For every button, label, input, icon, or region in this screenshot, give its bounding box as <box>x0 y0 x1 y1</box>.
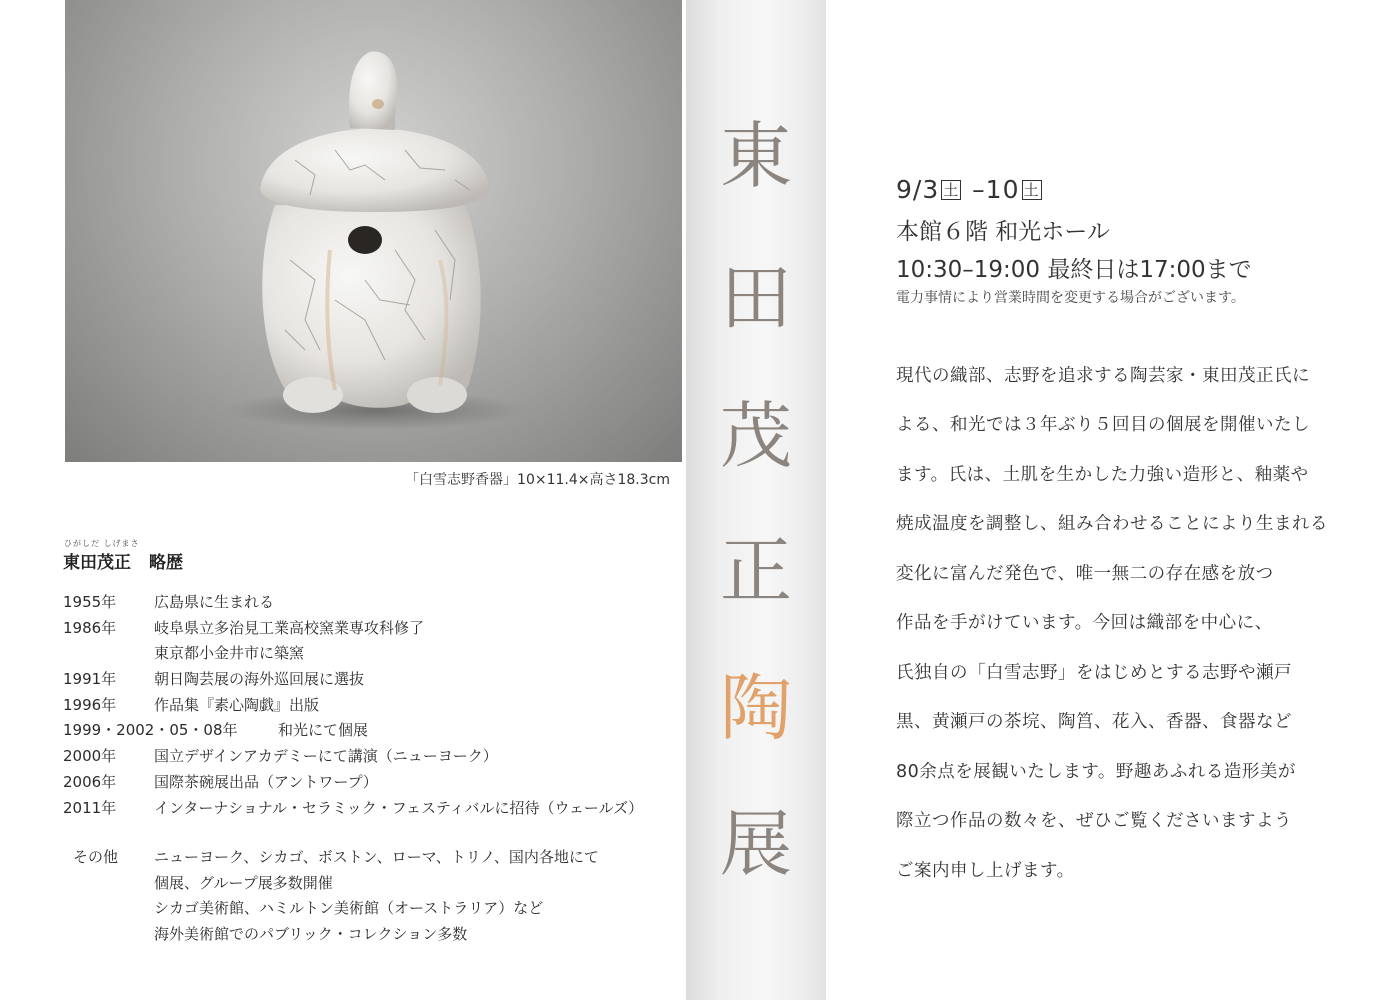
bio-entry <box>63 796 663 822</box>
event-note: 電力事情により営業時間を変更する場合がございます。 <box>896 290 1245 306</box>
event-hours: 10:30–19:00 最終日は17:00まで <box>896 257 1252 283</box>
title-char: 東 <box>719 114 792 198</box>
bio-event: 和光にて個展 <box>278 721 369 740</box>
incense-burner-image <box>65 0 682 462</box>
bio-entry <box>63 770 663 796</box>
photo-caption: 「白雪志野香器」10×11.4×高さ18.3cm <box>405 472 670 488</box>
bio-entry <box>63 718 663 744</box>
description-line: 80余点を展観いたします。野趣あふれる造形美が <box>896 762 1296 782</box>
bio-year: 1991年 <box>63 670 117 689</box>
bio-event: 広島県に生まれる <box>154 593 275 611</box>
bio-event: 岐阜県立多治見工業高校窯業専攻科修了 <box>154 618 425 637</box>
other-line: 海外美術館でのパブリック・コレクション多数 <box>154 925 468 944</box>
bio-year: 2000年 <box>63 747 117 766</box>
description-line: 作品を手がけています。今回は織部を中心に、 <box>896 613 1273 633</box>
bio-event: 東京都小金井市に築窯 <box>154 644 305 663</box>
description-line: 黒、黄瀬戸の茶垸、陶筥、花入、香器、食器など <box>896 712 1292 732</box>
bio-list <box>63 590 663 821</box>
event-venue: 本館６階 和光ホール <box>896 219 1110 245</box>
weekday-box: 土 <box>943 181 960 199</box>
description-line: 焼成温度を調整し、組み合わせることにより生まれる <box>896 514 1328 534</box>
date-end: –10 <box>963 175 1020 204</box>
other-line: 個展、グループ展多数開催 <box>154 873 333 892</box>
bio-event: インターナショナル・セラミック・フェスティバルに招待（ウェールズ） <box>154 798 644 817</box>
title-char-accent: 陶 <box>719 666 792 750</box>
bio-event: 国立デザインアカデミーにて講演（ニューヨーク） <box>154 747 498 766</box>
bio-year: 1999・2002・05・08年 <box>63 721 238 740</box>
description-line: よる、和光では３年ぶり５回目の個展を開催いたし <box>896 415 1310 435</box>
bio-entry <box>63 744 663 770</box>
description-line: 現代の織部、志野を追求する陶芸家・東田茂正氏に <box>896 366 1310 386</box>
description-line: 際立つ作品の数々を、ぜひご覧くださいますよう <box>896 811 1292 831</box>
artwork-photo <box>65 0 682 462</box>
bio-heading <box>63 548 183 573</box>
date-start: 9/3 <box>896 175 940 204</box>
other-line: シカゴ美術館、ハミルトン美術館（オーストラリア）など <box>154 899 544 918</box>
bio-entry <box>63 590 663 616</box>
bio-entry <box>63 641 663 667</box>
bio-entry <box>63 693 663 719</box>
bio-label: 略歴 <box>149 553 183 573</box>
bio-year: 1996年 <box>63 695 117 714</box>
name-ruby: ひがしだ しげまさ <box>64 539 140 548</box>
bio-year: 2011年 <box>63 798 117 817</box>
description-line: 氏独自の「白雪志野」をはじめとする志野や瀬戸 <box>896 663 1292 683</box>
description-line: ます。氏は、土肌を生かした力強い造形と、釉薬や <box>896 465 1309 485</box>
bio-entry <box>63 616 663 642</box>
title-char: 展 <box>719 802 792 886</box>
other-line: ニューヨーク、シカゴ、ボストン、ローマ、トリノ、国内各地にて <box>154 848 599 866</box>
event-dates <box>896 175 1044 204</box>
bio-year: 1955年 <box>63 593 117 611</box>
bio-entry <box>63 667 663 693</box>
description-line: ご案内申し上げます。 <box>896 861 1075 881</box>
title-char: 田 <box>719 256 792 340</box>
bio-year: 2006年 <box>63 772 117 791</box>
artist-name: 東田茂正 <box>63 553 131 573</box>
title-char: 正 <box>719 529 792 613</box>
description-line: 変化に富んだ発色で、唯一無二の存在感を放つ <box>896 564 1274 584</box>
bio-event: 朝日陶芸展の海外巡回展に選抜 <box>154 670 365 689</box>
other-label: その他 <box>73 848 119 866</box>
title-char: 茂 <box>719 394 792 478</box>
bio-event: 作品集『素心陶戯』出版 <box>154 695 320 714</box>
bio-year: 1986年 <box>63 618 117 637</box>
other-lines <box>154 845 599 948</box>
weekday-box: 土 <box>1023 181 1040 199</box>
bio-event: 国際茶碗展出品（アントワープ） <box>154 772 378 791</box>
